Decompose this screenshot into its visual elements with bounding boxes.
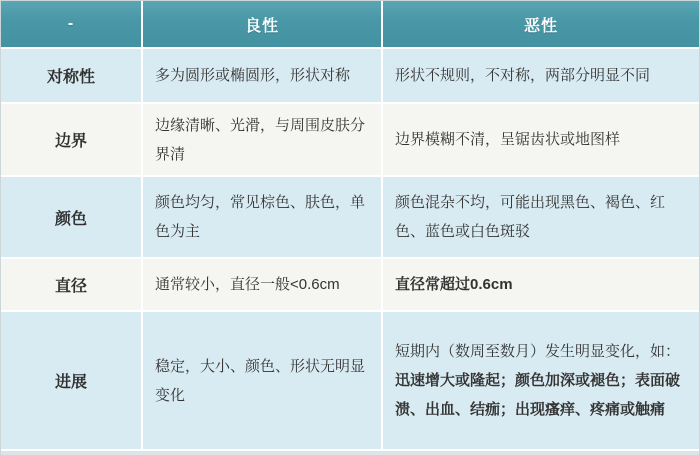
row-symmetry-label: 对称性 <box>1 49 141 102</box>
row-evolution-malignant <box>383 312 699 449</box>
row-border-malignant: 边界模糊不清，呈锯齿状或地图样 <box>383 104 699 175</box>
evolution-malignant-emphasis: 迅速增大或隆起；颜色加深或褪色；表面破溃、出血、结痂；出现瘙痒、疼痛或触痛 <box>395 372 681 418</box>
row-color-label: 颜色 <box>1 177 141 257</box>
header-cell-benign: 良性 <box>143 1 381 47</box>
row-color-malignant: 颜色混杂不均，可能出现黑色、褐色、红色、蓝色或白色斑驳 <box>383 177 699 257</box>
row-evolution-malignant-text <box>395 337 687 424</box>
row-diameter-label: 直径 <box>1 259 141 310</box>
evolution-malignant-prefix: 短期内（数周至数月）发生明显变化，如： <box>395 343 681 360</box>
header-cell-feature: - <box>1 1 141 47</box>
row-symmetry-benign: 多为圆形或椭圆形，形状对称 <box>143 49 381 102</box>
header-cell-malignant: 恶性 <box>383 1 699 47</box>
row-border-benign: 边缘清晰、光滑，与周围皮肤分界清 <box>143 104 381 175</box>
row-diameter-malignant: 直径常超过0.6cm <box>383 259 699 310</box>
table-bottom-edge <box>1 449 699 455</box>
table-grid <box>1 1 699 449</box>
row-symmetry-malignant: 形状不规则，不对称，两部分明显不同 <box>383 49 699 102</box>
row-evolution-label: 进展 <box>1 312 141 449</box>
row-evolution-benign: 稳定，大小、颜色、形状无明显变化 <box>143 312 381 449</box>
row-color-benign: 颜色均匀，常见棕色、肤色，单色为主 <box>143 177 381 257</box>
row-diameter-benign: 通常较小，直径一般<0.6cm <box>143 259 381 310</box>
row-border-label: 边界 <box>1 104 141 175</box>
